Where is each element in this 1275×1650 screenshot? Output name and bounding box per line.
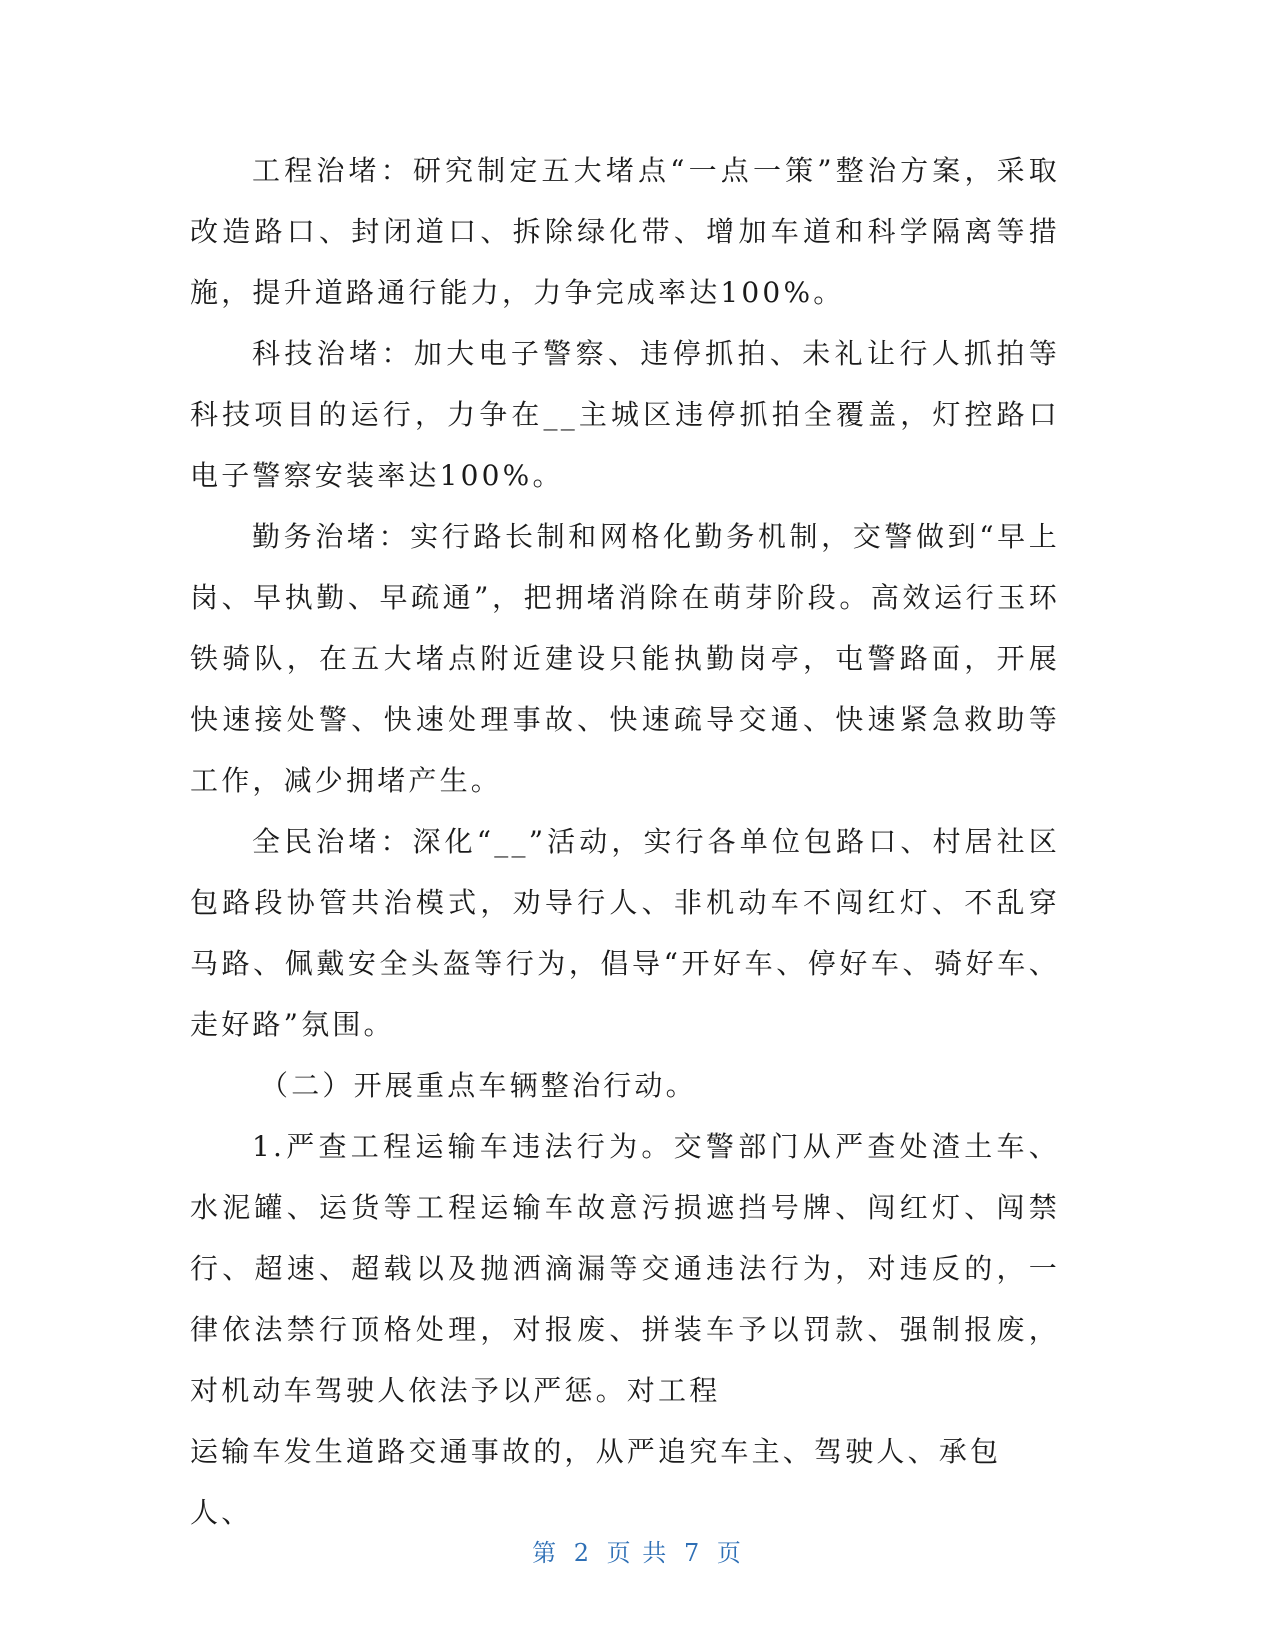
paragraph-duty: 勤务治堵：实行路长制和网格化勤务机制，交警做到“早上岗、早执勤、早疏通”，把拥堵消除在萌芽阶段。高效运行玉环铁骑队，在五大堵点附近建设只能执勤岗亭，屯警路面，开展快速接处警、快速处理事故、快速疏导交通、快速紧急救助等工作，减少拥堵产生。: [190, 520, 1060, 797]
paragraph-engineering: 工程治堵：研究制定五大堵点“一点一策”整治方案，采取改造路口、封闭道口、拆除绿化带、增加车道和科学隔离等措施，提升道路通行能力，力争完成率达100%。: [190, 154, 1060, 309]
paragraph-vehicle-1: 1.严查工程运输车违法行为。交警部门从严查处渣土车、水泥罐、运货等工程运输车故意污损遮挡号牌、闯红灯、闯禁行、超速、超载以及抛洒滴漏等交通违法行为，对违反的，一律依法禁行顶格处理，对报废、拼装车予以罚款、强制报废，对机动车驾驶人依法予以严惩。对工程: [190, 1130, 1060, 1407]
footer-suffix: 页: [716, 1539, 743, 1567]
footer-current-page: 2: [573, 1539, 592, 1567]
page-number-footer: [0, 1533, 1275, 1568]
section-heading: （二）开展重点车辆整治行动。: [260, 1069, 697, 1102]
footer-total-pages: 7: [683, 1539, 702, 1567]
document-body: [190, 140, 1060, 1543]
paragraph-technology: 科技治堵：加大电子警察、违停抓拍、未礼让行人抓拍等科技项目的运行，力争在__主城区违停抓拍全覆盖，灯控路口电子警察安装率达100%。: [190, 337, 1060, 492]
paragraph-public: 全民治堵：深化“__”活动，实行各单位包路口、村居社区包路段协管共治模式，劝导行人、非机动车不闯红灯、不乱穿马路、佩戴安全头盔等行为，倡导“开好车、停好车、骑好车、走好路”氛围。: [190, 825, 1060, 1041]
footer-prefix: 第: [532, 1539, 559, 1567]
paragraph-continuation: 运输车发生道路交通事故的，从严追究车主、驾驶人、承包人、: [190, 1435, 1002, 1529]
footer-middle: 页 共: [606, 1539, 669, 1567]
